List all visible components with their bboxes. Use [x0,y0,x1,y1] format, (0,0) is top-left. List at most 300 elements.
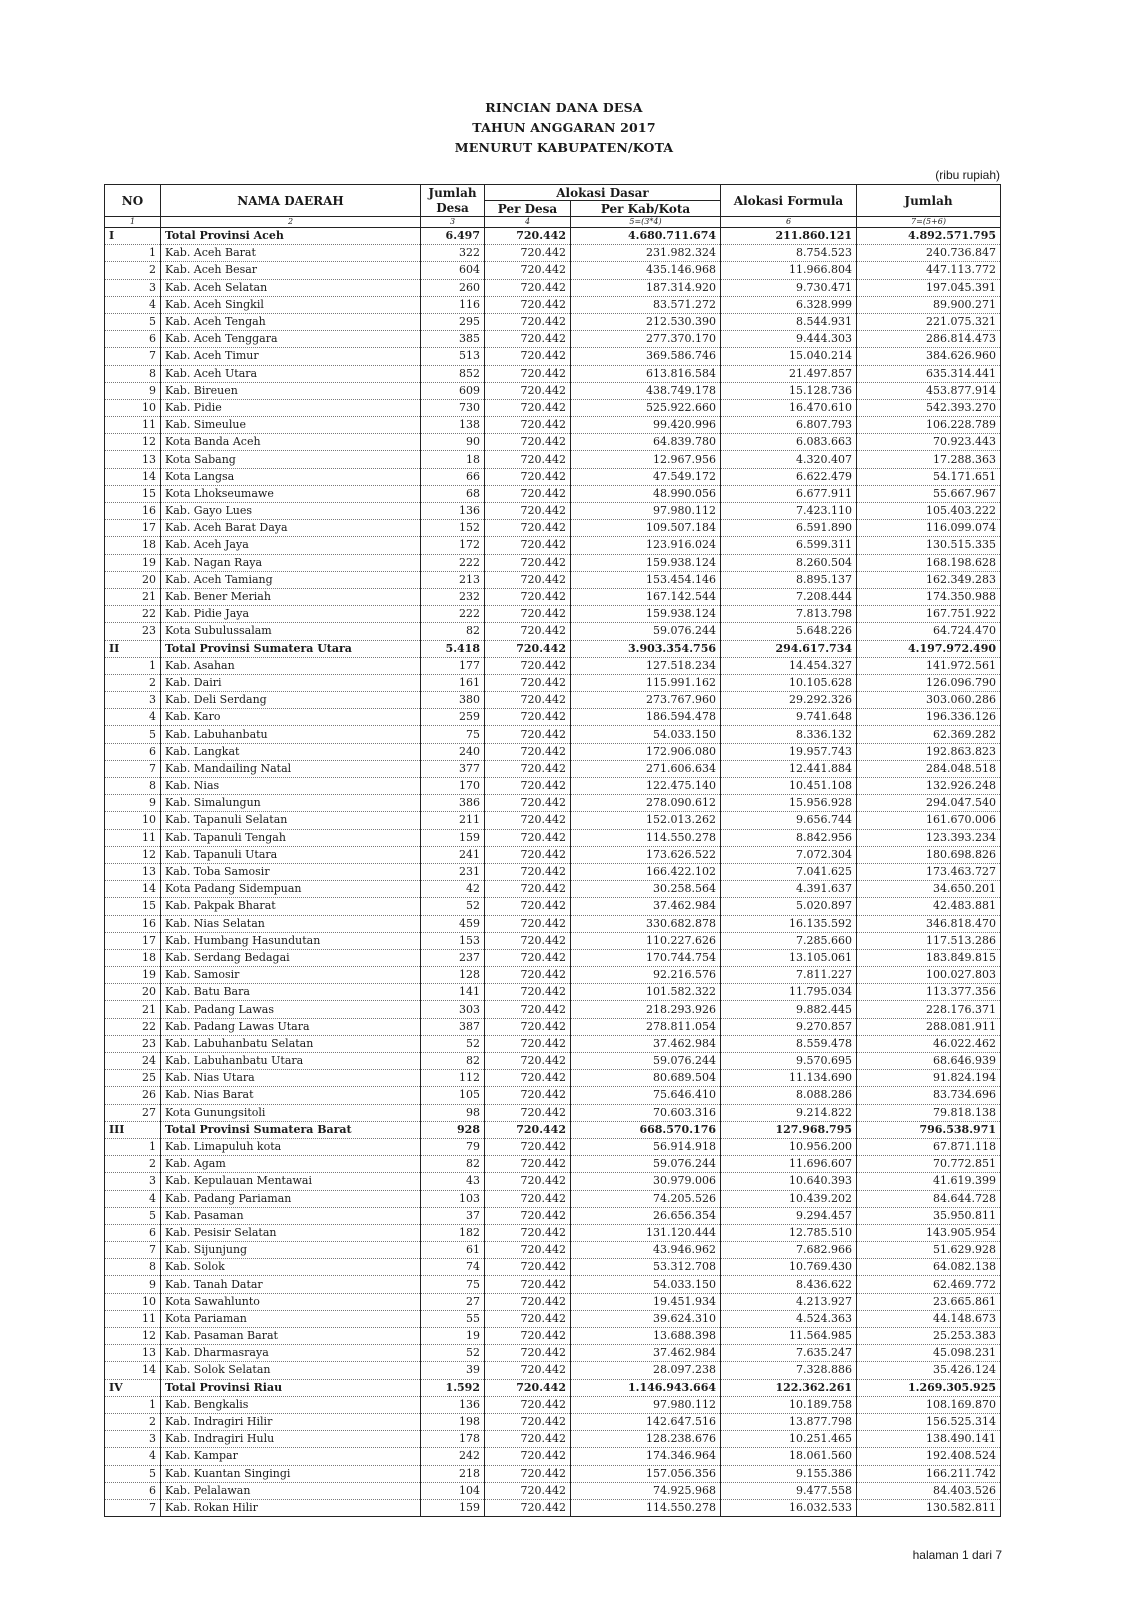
cell-no: 3 [105,1431,161,1448]
cell-alokasi-formula: 8.544.931 [721,313,857,330]
cell-no: 27 [105,1104,161,1121]
table-row [105,1328,1001,1345]
cell-jumlah: 156.525.314 [857,1413,1001,1430]
cell-per-kab-kota: 173.626.522 [571,846,721,863]
cell-alokasi-formula: 5.020.897 [721,898,857,915]
cell-no: I [105,228,161,245]
cell-jumlah-desa: 231 [421,863,485,880]
cell-jumlah-desa: 104 [421,1482,485,1499]
cell-alokasi-formula: 6.622.479 [721,468,857,485]
cell-per-kab-kota: 37.462.984 [571,1035,721,1052]
cell-alokasi-formula: 6.677.911 [721,485,857,502]
table-row [105,451,1001,468]
table-row [105,503,1001,520]
cell-alokasi-formula: 9.214.822 [721,1104,857,1121]
cell-jumlah-desa: 730 [421,399,485,416]
cell-per-kab-kota: 28.097.238 [571,1362,721,1379]
cell-per-desa: 720.442 [485,1396,571,1413]
cell-nama-daerah: Kota Gunungsitoli [161,1104,421,1121]
cell-no: 21 [105,1001,161,1018]
cell-no: 6 [105,331,161,348]
cell-per-kab-kota: 435.146.968 [571,262,721,279]
cell-jumlah: 167.751.922 [857,606,1001,623]
cell-nama-daerah: Kab. Simeulue [161,417,421,434]
cell-nama-daerah: Kota Langsa [161,468,421,485]
page-number: halaman 1 dari 7 [912,1548,1002,1562]
table-row [105,382,1001,399]
cell-jumlah: 4.197.972.490 [857,640,1001,657]
cell-per-kab-kota: 127.518.234 [571,657,721,674]
cell-alokasi-formula: 4.213.927 [721,1293,857,1310]
cell-jumlah: 89.900.271 [857,296,1001,313]
cell-no: 4 [105,1190,161,1207]
cell-per-desa: 720.442 [485,485,571,502]
cell-no: 17 [105,932,161,949]
table-row [105,279,1001,296]
cell-per-kab-kota: 152.013.262 [571,812,721,829]
header-alokasi-dasar: Alokasi Dasar [485,185,721,201]
cell-alokasi-formula: 15.956.928 [721,795,857,812]
cell-alokasi-formula: 8.754.523 [721,245,857,262]
cell-nama-daerah: Kab. Asahan [161,657,421,674]
cell-per-kab-kota: 613.816.584 [571,365,721,382]
cell-no: 5 [105,1207,161,1224]
cell-per-kab-kota: 97.980.112 [571,503,721,520]
table-row [105,674,1001,691]
cell-jumlah: 796.538.971 [857,1121,1001,1138]
province-total-row [105,1121,1001,1138]
table-row [105,1087,1001,1104]
cell-no: 2 [105,1156,161,1173]
table-row [105,1138,1001,1155]
cell-alokasi-formula: 12.785.510 [721,1224,857,1241]
table-row [105,709,1001,726]
cell-nama-daerah: Kab. Tanah Datar [161,1276,421,1293]
cell-no: 7 [105,760,161,777]
cell-nama-daerah: Total Provinsi Aceh [161,228,421,245]
cell-jumlah: 68.646.939 [857,1053,1001,1070]
cell-alokasi-formula: 7.041.625 [721,863,857,880]
cell-jumlah: 83.734.696 [857,1087,1001,1104]
cell-alokasi-formula: 8.436.622 [721,1276,857,1293]
cell-jumlah: 166.211.742 [857,1465,1001,1482]
cell-alokasi-formula: 6.599.311 [721,537,857,554]
cell-per-kab-kota: 277.370.170 [571,331,721,348]
cell-no: 9 [105,1276,161,1293]
cell-nama-daerah: Kab. Nias Barat [161,1087,421,1104]
cell-jumlah: 84.644.728 [857,1190,1001,1207]
table-row [105,1293,1001,1310]
table-row [105,760,1001,777]
cell-alokasi-formula: 9.570.695 [721,1053,857,1070]
cell-per-desa: 720.442 [485,1087,571,1104]
colnum-2: 2 [161,217,421,228]
cell-per-desa: 720.442 [485,915,571,932]
cell-per-kab-kota: 48.990.056 [571,485,721,502]
cell-no: 7 [105,1499,161,1516]
table-row [105,1448,1001,1465]
cell-per-desa: 720.442 [485,537,571,554]
colnum-4: 4 [485,217,571,228]
cell-jumlah-desa: 61 [421,1242,485,1259]
cell-jumlah-desa: 82 [421,1053,485,1070]
cell-no: 12 [105,1328,161,1345]
table-row [105,537,1001,554]
table-row [105,1482,1001,1499]
colnum-3: 3 [421,217,485,228]
cell-no: 15 [105,485,161,502]
table-row [105,846,1001,863]
cell-per-desa: 720.442 [485,1345,571,1362]
cell-per-kab-kota: 115.991.162 [571,674,721,691]
cell-alokasi-formula: 8.260.504 [721,554,857,571]
cell-alokasi-formula: 10.189.758 [721,1396,857,1413]
table-row [105,554,1001,571]
table-row [105,984,1001,1001]
cell-jumlah-desa: 68 [421,485,485,502]
cell-jumlah-desa: 161 [421,674,485,691]
cell-no: 8 [105,1259,161,1276]
cell-jumlah-desa: 241 [421,846,485,863]
cell-jumlah: 174.350.988 [857,588,1001,605]
cell-per-kab-kota: 114.550.278 [571,1499,721,1516]
column-number-row [105,217,1001,228]
cell-per-desa: 720.442 [485,1413,571,1430]
cell-alokasi-formula: 4.320.407 [721,451,857,468]
cell-alokasi-formula: 127.968.795 [721,1121,857,1138]
cell-jumlah-desa: 19 [421,1328,485,1345]
cell-per-kab-kota: 668.570.176 [571,1121,721,1138]
cell-no: 6 [105,1224,161,1241]
cell-nama-daerah: Kab. Aceh Singkil [161,296,421,313]
cell-per-desa: 720.442 [485,503,571,520]
cell-nama-daerah: Kab. Serdang Bedagai [161,949,421,966]
cell-jumlah-desa: 386 [421,795,485,812]
cell-nama-daerah: Kab. Bengkalis [161,1396,421,1413]
cell-per-desa: 720.442 [485,1001,571,1018]
cell-per-desa: 720.442 [485,1362,571,1379]
cell-jumlah-desa: 213 [421,571,485,588]
cell-nama-daerah: Kab. Aceh Tamiang [161,571,421,588]
cell-jumlah-desa: 303 [421,1001,485,1018]
cell-jumlah-desa: 52 [421,1345,485,1362]
cell-per-kab-kota: 109.507.184 [571,520,721,537]
cell-per-desa: 720.442 [485,1499,571,1516]
cell-per-desa: 720.442 [485,1224,571,1241]
cell-jumlah: 123.393.234 [857,829,1001,846]
cell-jumlah: 138.490.141 [857,1431,1001,1448]
cell-per-kab-kota: 97.980.112 [571,1396,721,1413]
cell-per-desa: 720.442 [485,932,571,949]
cell-jumlah-desa: 6.497 [421,228,485,245]
cell-jumlah-desa: 237 [421,949,485,966]
cell-jumlah-desa: 42 [421,881,485,898]
cell-per-desa: 720.442 [485,778,571,795]
cell-jumlah-desa: 513 [421,348,485,365]
cell-per-desa: 720.442 [485,1242,571,1259]
cell-jumlah-desa: 385 [421,331,485,348]
table-row [105,1345,1001,1362]
cell-nama-daerah: Kab. Dairi [161,674,421,691]
table-row [105,1207,1001,1224]
unit-label: (ribu rupiah) [935,168,1000,182]
cell-per-desa: 720.442 [485,1207,571,1224]
cell-nama-daerah: Total Provinsi Sumatera Utara [161,640,421,657]
table-row [105,1053,1001,1070]
cell-no: 20 [105,571,161,588]
cell-nama-daerah: Kab. Solok [161,1259,421,1276]
cell-per-kab-kota: 83.571.272 [571,296,721,313]
cell-jumlah: 453.877.914 [857,382,1001,399]
cell-nama-daerah: Kab. Padang Lawas [161,1001,421,1018]
cell-alokasi-formula: 11.795.034 [721,984,857,1001]
cell-nama-daerah: Kab. Deli Serdang [161,692,421,709]
cell-per-kab-kota: 1.146.943.664 [571,1379,721,1396]
cell-alokasi-formula: 11.966.804 [721,262,857,279]
cell-jumlah-desa: 211 [421,812,485,829]
cell-alokasi-formula: 12.441.884 [721,760,857,777]
header-alokasi-formula: Alokasi Formula [721,185,857,217]
cell-per-desa: 720.442 [485,417,571,434]
cell-jumlah-desa: 90 [421,434,485,451]
table-row [105,417,1001,434]
cell-jumlah: 126.096.790 [857,674,1001,691]
cell-jumlah-desa: 39 [421,1362,485,1379]
cell-jumlah: 635.314.441 [857,365,1001,382]
cell-jumlah-desa: 260 [421,279,485,296]
cell-alokasi-formula: 5.648.226 [721,623,857,640]
cell-no: 14 [105,468,161,485]
cell-no: 1 [105,1138,161,1155]
cell-jumlah-desa: 182 [421,1224,485,1241]
cell-alokasi-formula: 8.559.478 [721,1035,857,1052]
cell-per-desa: 720.442 [485,520,571,537]
cell-per-kab-kota: 166.422.102 [571,863,721,880]
cell-no: 8 [105,365,161,382]
cell-no: 16 [105,915,161,932]
colnum-7: 7=(5+6) [857,217,1001,228]
cell-per-kab-kota: 53.312.708 [571,1259,721,1276]
cell-per-kab-kota: 159.938.124 [571,554,721,571]
cell-no: 14 [105,881,161,898]
cell-jumlah-desa: 322 [421,245,485,262]
table-row [105,348,1001,365]
table-row [105,1310,1001,1327]
cell-no: 13 [105,1345,161,1362]
cell-alokasi-formula: 10.439.202 [721,1190,857,1207]
cell-per-kab-kota: 131.120.444 [571,1224,721,1241]
cell-alokasi-formula: 10.640.393 [721,1173,857,1190]
cell-per-kab-kota: 74.205.526 [571,1190,721,1207]
cell-no: 18 [105,949,161,966]
cell-per-desa: 720.442 [485,228,571,245]
cell-no: 16 [105,503,161,520]
cell-per-kab-kota: 75.646.410 [571,1087,721,1104]
cell-alokasi-formula: 7.811.227 [721,967,857,984]
cell-per-kab-kota: 26.656.354 [571,1207,721,1224]
cell-no: 21 [105,588,161,605]
cell-alokasi-formula: 21.497.857 [721,365,857,382]
cell-no: 23 [105,1035,161,1052]
cell-jumlah-desa: 222 [421,606,485,623]
cell-nama-daerah: Kab. Tapanuli Utara [161,846,421,863]
cell-nama-daerah: Kab. Nias Selatan [161,915,421,932]
cell-alokasi-formula: 9.656.744 [721,812,857,829]
cell-no: 12 [105,434,161,451]
table-row [105,1465,1001,1482]
cell-jumlah-desa: 43 [421,1173,485,1190]
cell-nama-daerah: Kab. Indragiri Hilir [161,1413,421,1430]
cell-alokasi-formula: 16.135.592 [721,915,857,932]
cell-alokasi-formula: 7.682.966 [721,1242,857,1259]
cell-nama-daerah: Kab. Batu Bara [161,984,421,1001]
cell-nama-daerah: Kab. Labuhanbatu Selatan [161,1035,421,1052]
cell-alokasi-formula: 9.294.457 [721,1207,857,1224]
cell-per-desa: 720.442 [485,1276,571,1293]
cell-jumlah: 23.665.861 [857,1293,1001,1310]
cell-jumlah: 1.269.305.925 [857,1379,1001,1396]
table-row [105,692,1001,709]
cell-per-desa: 720.442 [485,245,571,262]
cell-per-desa: 720.442 [485,967,571,984]
cell-per-kab-kota: 43.946.962 [571,1242,721,1259]
cell-per-desa: 720.442 [485,296,571,313]
cell-jumlah-desa: 177 [421,657,485,674]
table-row [105,1396,1001,1413]
cell-no: 19 [105,967,161,984]
cell-no: 11 [105,829,161,846]
cell-jumlah-desa: 218 [421,1465,485,1482]
cell-alokasi-formula: 4.391.637 [721,881,857,898]
cell-alokasi-formula: 15.040.214 [721,348,857,365]
cell-nama-daerah: Kab. Samosir [161,967,421,984]
cell-alokasi-formula: 7.072.304 [721,846,857,863]
cell-per-desa: 720.442 [485,743,571,760]
table-row [105,313,1001,330]
cell-jumlah: 41.619.399 [857,1173,1001,1190]
table-row [105,881,1001,898]
cell-per-kab-kota: 37.462.984 [571,1345,721,1362]
cell-alokasi-formula: 16.032.533 [721,1499,857,1516]
cell-per-kab-kota: 369.586.746 [571,348,721,365]
cell-no: 2 [105,1413,161,1430]
cell-jumlah-desa: 112 [421,1070,485,1087]
cell-jumlah: 34.650.201 [857,881,1001,898]
cell-nama-daerah: Kab. Solok Selatan [161,1362,421,1379]
cell-jumlah: 100.027.803 [857,967,1001,984]
table-row [105,967,1001,984]
cell-per-desa: 720.442 [485,382,571,399]
cell-nama-daerah: Kab. Aceh Besar [161,262,421,279]
cell-per-kab-kota: 153.454.146 [571,571,721,588]
cell-alokasi-formula: 19.957.743 [721,743,857,760]
cell-jumlah: 45.098.231 [857,1345,1001,1362]
cell-jumlah: 168.198.628 [857,554,1001,571]
cell-per-kab-kota: 186.594.478 [571,709,721,726]
cell-alokasi-formula: 7.813.798 [721,606,857,623]
cell-nama-daerah: Kab. Pasaman Barat [161,1328,421,1345]
cell-per-desa: 720.442 [485,399,571,416]
cell-jumlah: 35.426.124 [857,1362,1001,1379]
cell-per-kab-kota: 92.216.576 [571,967,721,984]
cell-jumlah: 346.818.470 [857,915,1001,932]
cell-nama-daerah: Kab. Karo [161,709,421,726]
cell-per-desa: 720.442 [485,1138,571,1155]
cell-no: 22 [105,606,161,623]
cell-per-kab-kota: 212.530.390 [571,313,721,330]
cell-jumlah: 173.463.727 [857,863,1001,880]
cell-per-desa: 720.442 [485,434,571,451]
table-row [105,657,1001,674]
cell-jumlah-desa: 37 [421,1207,485,1224]
cell-no: 10 [105,1293,161,1310]
cell-per-kab-kota: 37.462.984 [571,898,721,915]
cell-jumlah-desa: 18 [421,451,485,468]
cell-nama-daerah: Kab. Labuhanbatu [161,726,421,743]
table-row [105,1499,1001,1516]
cell-per-desa: 720.442 [485,1310,571,1327]
cell-jumlah: 42.483.881 [857,898,1001,915]
cell-per-desa: 720.442 [485,1482,571,1499]
cell-per-desa: 720.442 [485,606,571,623]
table-row [105,829,1001,846]
cell-per-kab-kota: 128.238.676 [571,1431,721,1448]
cell-per-kab-kota: 74.925.968 [571,1482,721,1499]
province-total-row [105,1379,1001,1396]
table-row [105,1035,1001,1052]
cell-per-desa: 720.442 [485,262,571,279]
cell-nama-daerah: Total Provinsi Sumatera Barat [161,1121,421,1138]
cell-jumlah: 117.513.286 [857,932,1001,949]
cell-no: 22 [105,1018,161,1035]
cell-no: 19 [105,554,161,571]
cell-nama-daerah: Kab. Pidie [161,399,421,416]
cell-nama-daerah: Kab. Mandailing Natal [161,760,421,777]
dana-desa-table [104,184,1001,1517]
cell-jumlah-desa: 242 [421,1448,485,1465]
cell-no: 26 [105,1087,161,1104]
cell-alokasi-formula: 7.208.444 [721,588,857,605]
cell-nama-daerah: Kab. Nagan Raya [161,554,421,571]
cell-no: 9 [105,382,161,399]
table-row [105,571,1001,588]
cell-nama-daerah: Kab. Kuantan Singingi [161,1465,421,1482]
cell-jumlah-desa: 240 [421,743,485,760]
cell-jumlah-desa: 74 [421,1259,485,1276]
cell-per-desa: 720.442 [485,1465,571,1482]
cell-jumlah: 284.048.518 [857,760,1001,777]
cell-no: 7 [105,1242,161,1259]
doc-title-line-3: MENURUT KABUPATEN/KOTA [454,140,674,155]
cell-nama-daerah: Kab. Aceh Utara [161,365,421,382]
cell-per-desa: 720.442 [485,846,571,863]
cell-per-desa: 720.442 [485,881,571,898]
cell-jumlah-desa: 82 [421,623,485,640]
table-row [105,1362,1001,1379]
cell-per-desa: 720.442 [485,1053,571,1070]
cell-jumlah: 54.171.651 [857,468,1001,485]
cell-nama-daerah: Kab. Humbang Hasundutan [161,932,421,949]
cell-jumlah: 132.926.248 [857,778,1001,795]
cell-jumlah-desa: 387 [421,1018,485,1035]
cell-nama-daerah: Kab. Pakpak Bharat [161,898,421,915]
cell-per-kab-kota: 12.967.956 [571,451,721,468]
cell-nama-daerah: Kab. Aceh Timur [161,348,421,365]
table-row [105,1018,1001,1035]
cell-jumlah-desa: 459 [421,915,485,932]
cell-per-kab-kota: 170.744.754 [571,949,721,966]
cell-per-kab-kota: 54.033.150 [571,1276,721,1293]
